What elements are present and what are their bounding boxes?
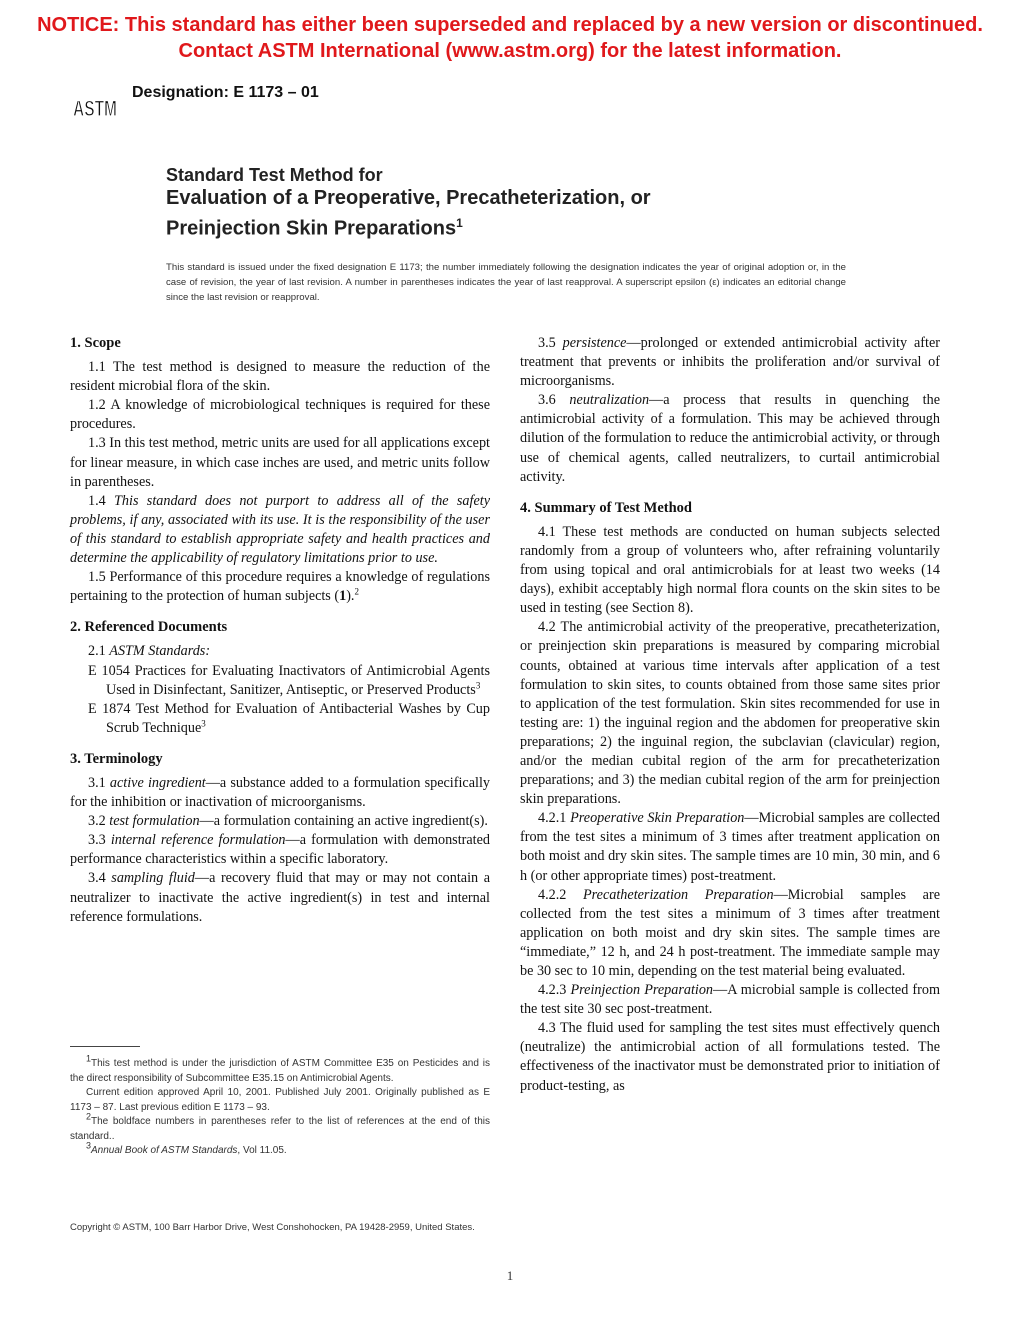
paragraph-1-4: 1.4 This standard does not purport to address all of the safety problems, if any, associated with its use. It is the responsibility of the user of this standard to establish appropriate safety and health practices and determine the applicability of regulatory limitations prior to use. [70,492,490,567]
term-3-1: 3.1 active ingredient—a substance added to a formulation specifically for the inhibition or inactivation of microorganisms. [70,774,490,811]
term-3-4: 3.4 sampling fluid—a recovery fluid that may or may not contain a neutralizer to inactivate the active ingredient(s) in test and internal reference formulations. [70,870,490,925]
issued-note: This standard is issued under the fixed designation E 1173; the number immediately following the designation indicates the year of original adoption or, in the case of revision, the year of last revision. A number in parentheses indicates the year of last reapproval. A superscript epsilon (ε) indicates an editorial change since the last revision or reapproval. [166,262,846,303]
term-3-2: 3.2 test formulation—a formulation containing an active ingredient(s). [88,813,488,830]
document-title [166,164,651,242]
paragraph-4-2-3: 4.2.3 Preinjection Preparation—A microbial sample is collected from the test site 30 sec post-treatment. [520,982,941,1018]
paragraph-4-2: 4.2 The antimicrobial activity of the preoperative, precatheterization, or preinjection skin preparations is measured by comparing microbial counts, obtained at various time intervals after application of a test formulation to skin sites, to counts obtained from those same sites prior to application of the test formulation. Skin sites recommended for use in testing are: 1) the inguinal region and the abdomen for preoperative skin preparations; 2) the inguinal region, the subclavian (clavicular) region, and/or the median cubital region of the arm for precatheterization preparations; and 3) the median cubital region of the arm for preinjection skin preparations. [520,619,940,808]
paragraph-4-3: 4.3 The fluid used for sampling the test sites must effectively quench (neutralize) the antimicrobial action of all formulations tested. The effectiveness of the inactivator must be demonstrated prior to initiation of product-testing, as [520,1020,940,1094]
astm-logo-icon [70,76,120,124]
paragraph-1-2: 1.2 A knowledge of microbiological techniques is required for these procedures. [70,397,490,433]
copyright: Copyright © ASTM, 100 Barr Harbor Drive, West Conshohocken, PA 19428-2959, United States. [70,1222,475,1233]
section-heading-summary: 4. Summary of Test Method [520,499,692,516]
paragraph-1-3: 1.3 In this test method, metric units are used for all applications except for linear measure, in which case inches are used, and metric units follow in parentheses. [70,435,490,490]
footnotes [70,1053,490,1159]
footnote-1: $^1$This test method is under the jurisdiction of ASTM Committee E35 on Pesticides and is the direct responsibility of Subcommittee E35.15 on Antimicrobial Agents. [70,1053,490,1084]
designation: Designation: E 1173 – 01 [132,84,319,101]
section-heading-scope: 1. Scope [70,335,121,351]
title-line-3: Preinjection Skin Preparations [166,217,457,240]
section-heading-terminology: 3. Terminology [70,750,163,767]
paragraph-1-5: 1.5 Performance of this procedure requires a knowledge of regulations pertaining to the protection of human subjects (1).$^2$ [70,569,490,605]
paragraph-4-2-2: 4.2.2 Precatheterization Preparation—Microbial samples are collected from the test sites a minimum of 3 times after treatment application on both moist and dry skin sites. The sample times are “immediate,” 12 h, and 24 h post-treatment. The immediate sample may be 30 sec to 10 min, depending on the test material being evaluated. [520,886,940,979]
left-column [70,334,490,927]
logo-text: ASTM [73,96,117,121]
term-3-6: 3.6 neutralization—a process that results in quenching the antimicrobial activity of a formulation. This may be achieved through dilution of the formulation to reduce the antimicrobial activity, or through use of chemical agents, called neutralizers, to curtail antimicrobial activity. [520,392,940,485]
term-3-3: 3.3 internal reference formulation—a formulation with demonstrated performance characteristics within a specific laboratory. [70,832,491,868]
paragraph-4-1: 4.1 These test methods are conducted on human subjects selected randomly from a group of volunteers who, after refraining voluntarily from using topical and oral antimicrobials for at least two weeks (14 days), exhibit acceptably high normal flora counts on the skin sites to be used in testing (see Section 8). [520,523,940,617]
paragraph-1-1: 1.1 The test method is designed to measure the reduction of the resident microbial flora of the skin. [70,359,490,395]
footnote-1-edition: Current edition approved April 10, 2001. Published July 2001. Originally published as E 1173 – 87. Last previous edition E 1173 – 93. [70,1087,490,1113]
footnote-divider [70,1046,140,1047]
reference-e1874: E 1874 Test Method for Evaluation of Antibacterial Washes by Cup Scrub Technique$^3$ [88,700,490,736]
page-number: 1 [506,1268,514,1283]
footnote-2: $^2$The boldface numbers in parentheses refer to the list of references at the end of this standard.. [70,1111,490,1142]
notice-banner [0,12,1020,64]
right-column [520,334,940,1096]
paragraph-2-1: 2.1 ASTM Standards: [88,643,211,660]
notice-line-2: Contact ASTM International (www.astm.org) for the latest information. [178,40,842,62]
title-line-2: Evaluation of a Preoperative, Precatheterization, or [166,187,651,209]
title-line-1: Standard Test Method for [166,165,383,185]
section-heading-referenced-documents: 2. Referenced Documents [70,619,228,636]
notice-line-1: NOTICE: This standard has either been superseded and replaced by a new version or discontinued. [37,14,983,36]
title-footnote-mark: 1 [456,216,463,230]
term-3-5: 3.5 persistence—prolonged or extended antimicrobial activity after treatment that prevents or inhibits the proliferation and/or survival of microorganisms. [520,335,940,390]
paragraph-4-2-1: 4.2.1 Preoperative Skin Preparation—Microbial samples are collected from the test sites a minimum of 3 times after treatment application on both moist and dry skin sites. The sample times are 10 min, 30 min, and 6 h (or other appropriate times) post-treatment. [520,810,940,884]
reference-e1054: E 1054 Practices for Evaluating Inactivators of Antimicrobial Agents Used in Disinfectant, Sanitizer, Antiseptic, or Preserved Products$^3$ [88,662,490,698]
footnote-3: $^3$Annual Book of ASTM Standards, Vol 11.05. [86,1140,287,1156]
